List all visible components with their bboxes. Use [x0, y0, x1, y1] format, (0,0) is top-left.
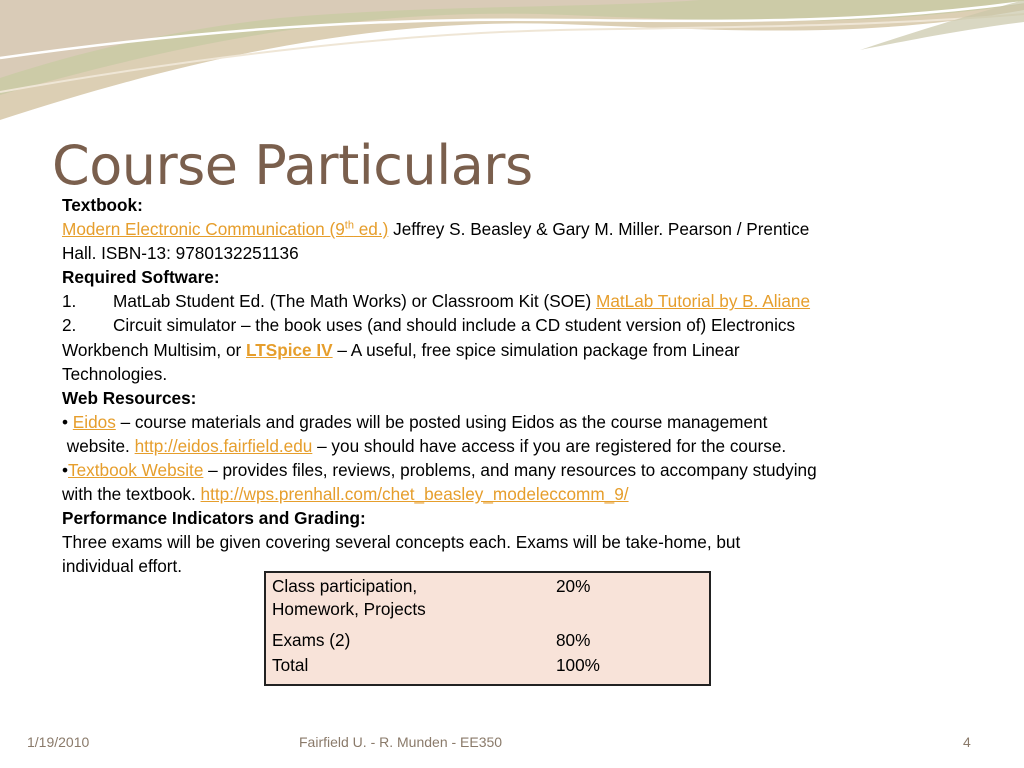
header-wave-decoration: [0, 0, 1024, 130]
software-item-1-text: MatLab Student Ed. (The Math Works) or Classroom Kit (SOE): [113, 291, 597, 312]
software-item-2-line-3: Technologies.: [62, 363, 168, 384]
bullet-icon: •: [62, 411, 73, 432]
software-item-2-number: 2.: [62, 315, 77, 336]
software-item-2-line-2: [62, 338, 962, 362]
textbook-website-link[interactable]: Textbook Website: [68, 460, 204, 481]
eidos-link[interactable]: Eidos: [72, 411, 116, 432]
grading-label-cell: [265, 572, 550, 623]
table-row: [265, 623, 710, 654]
web-bullet-2-text: – provides files, reviews, problems, and many resources to accompany studying: [203, 460, 817, 481]
web-bullet-2: [62, 458, 962, 482]
grading-table: [264, 571, 711, 686]
eidos-url-link[interactable]: http://eidos.fairfield.edu: [134, 435, 313, 456]
grading-label-line-1: Class participation,: [272, 576, 418, 596]
slide-body: [62, 193, 962, 579]
textbook-link-end: ed.): [353, 219, 389, 240]
web-bullet-1-text-b: – you should have access if you are registered for the course.: [312, 435, 787, 456]
software-item-2-text-b: – A useful, free spice simulation package from Linear: [332, 339, 740, 360]
software-item-1-number: 1.: [62, 291, 77, 312]
footer-date: 1/19/2010: [27, 734, 90, 750]
textbook-link-sup: th: [344, 219, 354, 232]
grading-weight: 80%: [556, 630, 591, 650]
grading-weight: 100%: [556, 655, 600, 675]
web-bullet-2-line-2: [62, 482, 962, 506]
grading-text-line-2: individual effort.: [62, 556, 183, 577]
web-bullet-1-text: – course materials and grades will be posted using Eidos as the course management: [115, 411, 768, 432]
prenhall-url-link[interactable]: http://wps.prenhall.com/chet_beasley_modeleccomm_9/: [200, 484, 629, 505]
table-row: [265, 572, 710, 623]
grading-text-line-1: Three exams will be given covering several concepts each. Exams will be take-home, but: [62, 532, 741, 553]
software-item-1: [62, 289, 962, 313]
software-item-2-text-a: Workbench Multisim, or: [62, 339, 247, 360]
grading-weight: 20%: [556, 576, 591, 596]
ltspice-link[interactable]: LTSpice IV: [246, 339, 333, 360]
web-bullet-1: [62, 410, 962, 434]
textbook-isbn: Hall. ISBN-13: 9780132251136: [62, 243, 299, 264]
software-heading: Required Software:: [62, 267, 220, 288]
slide-number: 4: [963, 734, 971, 750]
software-item-2: [62, 313, 962, 337]
grading-label: Exams (2): [272, 630, 351, 650]
grading-label-line-2: Homework, Projects: [272, 599, 426, 619]
textbook-link[interactable]: [62, 219, 388, 239]
web-bullet-2-text-a: with the textbook.: [62, 484, 201, 505]
textbook-link-text: Modern Electronic Communication (9: [62, 219, 345, 240]
web-bullet-1-line-2: [62, 434, 962, 458]
footer-course: Fairfield U. - R. Munden - EE350: [299, 734, 503, 750]
grading-label: Total: [272, 655, 309, 675]
web-heading: Web Resources:: [62, 387, 197, 408]
web-bullet-1-text-a: website.: [66, 435, 135, 456]
textbook-heading: Textbook:: [62, 195, 143, 215]
grading-heading: Performance Indicators and Grading:: [62, 508, 366, 529]
slide-title: Course Particulars: [52, 134, 533, 197]
textbook-line-1: [62, 217, 962, 241]
textbook-authors: Jeffrey S. Beasley & Gary M. Miller. Pearson / Prentice: [388, 219, 810, 240]
software-item-2-text: Circuit simulator – the book uses (and should include a CD student version of) Electronics: [113, 315, 796, 336]
table-row: [265, 654, 710, 685]
matlab-tutorial-link[interactable]: MatLab Tutorial by B. Aliane: [596, 291, 811, 312]
bullet-icon: •: [62, 460, 69, 481]
